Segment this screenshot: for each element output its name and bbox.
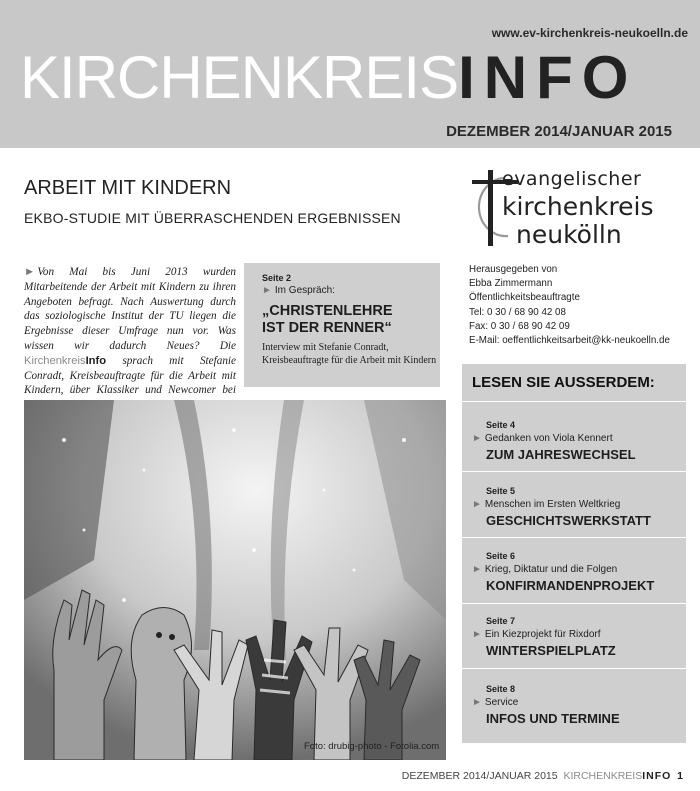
issue-date: DEZEMBER 2014/JANUAR 2015 bbox=[446, 123, 672, 140]
intro-brand-light: Kirchenkreis bbox=[24, 354, 86, 367]
logo-line-1: evangelischer bbox=[502, 168, 642, 190]
teaser-headline: „CHRISTENLEHRE IST DER RENNER“ bbox=[262, 303, 393, 336]
arrow-icon: ► bbox=[472, 629, 482, 640]
cover-photo bbox=[24, 400, 446, 760]
article-subtitle: EKBO-STUDIE MIT ÜBERRASCHENDEN ERGEBNISSEN bbox=[24, 210, 401, 226]
divider bbox=[462, 401, 686, 402]
article-title: ARBEIT MIT KINDERN bbox=[24, 177, 232, 199]
footer bbox=[402, 770, 684, 782]
start-arrow-icon: ► bbox=[24, 266, 38, 278]
arrow-icon: ► bbox=[472, 564, 482, 575]
page-number: 1 bbox=[677, 770, 684, 782]
website-url[interactable]: www.ev-kirchenkreis-neukoelln.de bbox=[491, 26, 688, 40]
divider bbox=[462, 603, 686, 604]
arrow-icon: ► bbox=[472, 697, 482, 708]
logo-line-2: kirchenkreis bbox=[502, 192, 654, 221]
logo-line-3: neukölln bbox=[516, 220, 622, 249]
interview-teaser[interactable] bbox=[244, 263, 440, 387]
contents-sidebar: LESEN SIE AUSSERDEM: Seite 4 ► Gedanken von Viola Kennert ZUM JAHRESWECHSEL Seite 5 ► Menschen im Ersten Weltkrieg GESCHICHTSWERKSTATT Seite 6 ► Krieg, Diktatur und die Folgen KONFIRMANDENPROJEKT Seite 7 ► Ein Kiezprojekt für Rixdorf WINTERSPIELPLATZ Seite 8 ► Service INFOS UND TERMINE bbox=[462, 364, 686, 743]
sidebar-heading: LESEN SIE AUSSERDEM: bbox=[472, 374, 655, 391]
teaser-description: Interview mit Stefanie Conradt, Kreisbeauftragte für die Arbeit mit Kindern bbox=[262, 342, 437, 366]
fax: Fax: 0 30 / 68 90 42 09 bbox=[469, 320, 570, 332]
footer-brand-light: KIRCHENKREIS bbox=[563, 770, 643, 782]
arrow-icon: ► bbox=[262, 285, 272, 296]
intro-text-part-1: Von Mai bis Juni 2013 wurden Mitarbeitende der Arbeit mit Kindern zu ihren Angeboten befragt. Nach Auswertung durch das soziologische Institut der TU liegen die Ergebnisse dieser Umfrage nun vor. Was wissen wir dadurch Neues? Die bbox=[24, 266, 236, 352]
publication-title-bold: INFO bbox=[458, 44, 638, 111]
children-hands-snow-photo bbox=[24, 400, 446, 760]
intro-brand-bold: Info bbox=[85, 354, 107, 367]
teaser-page: Seite 2 bbox=[262, 273, 292, 283]
publication-title-light: KIRCHENKREIS bbox=[20, 44, 459, 111]
church-district-logo bbox=[462, 166, 690, 250]
arrow-icon: ► bbox=[472, 433, 482, 444]
email[interactable]: E-Mail: oeffentlichkeitsarbeit@kk-neukoelln.de bbox=[469, 335, 670, 347]
arrow-icon: ► bbox=[472, 499, 482, 510]
footer-issue: DEZEMBER 2014/JANUAR 2015 bbox=[401, 770, 558, 782]
publisher-info: Herausgegeben von Ebba Zimmermann Öffentlichkeitsbeauftragte Tel: 0 30 / 68 90 42 08 Fax: 0 30 / 68 90 42 09 E-Mail: oeffentlichkeitsarbeit@kk-neukoelln.de bbox=[469, 263, 670, 348]
divider bbox=[462, 471, 686, 472]
divider bbox=[462, 537, 686, 538]
teaser-kicker: ► Im Gespräch: bbox=[262, 285, 335, 296]
photo-credit: Foto: drubig-photo - Fotolia.com bbox=[304, 741, 440, 752]
publication-title bbox=[20, 44, 638, 111]
masthead bbox=[0, 0, 700, 148]
phone: Tel: 0 30 / 68 90 42 08 bbox=[469, 306, 566, 318]
intro-text-part-2: sprach mit Stefanie Conradt, Kreisbeauftragte für die Arbeit mit Kindern, über Klassiker und Newcomer bei bbox=[24, 354, 236, 397]
footer-brand-bold: INFO bbox=[642, 770, 672, 782]
divider bbox=[462, 668, 686, 669]
